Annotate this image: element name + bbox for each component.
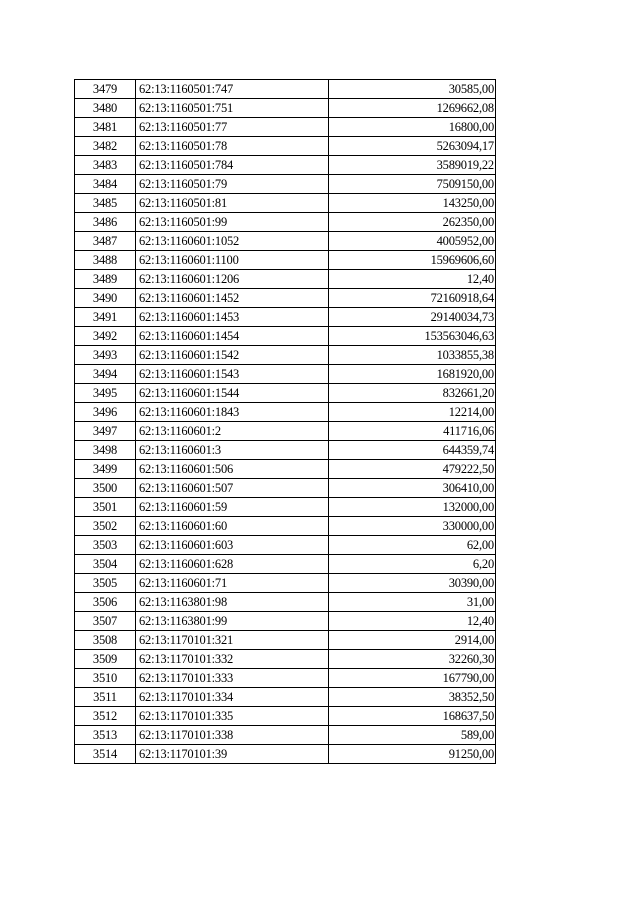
cadastral-number-cell: 62:13:1160601:1452 — [136, 289, 329, 308]
row-number-cell: 3493 — [75, 346, 136, 365]
table-row — [75, 175, 496, 194]
table-row — [75, 346, 496, 365]
table-row — [75, 156, 496, 175]
cadastral-number-cell: 62:13:1160601:60 — [136, 517, 329, 536]
table-row — [75, 232, 496, 251]
cadastral-number-cell: 62:13:1170101:334 — [136, 688, 329, 707]
table-row — [75, 726, 496, 745]
row-number-cell: 3489 — [75, 270, 136, 289]
row-number-cell: 3505 — [75, 574, 136, 593]
row-number-cell: 3483 — [75, 156, 136, 175]
table-row — [75, 270, 496, 289]
cadastral-number-cell: 62:13:1170101:333 — [136, 669, 329, 688]
table-row — [75, 460, 496, 479]
cadastral-value-cell: 31,00 — [329, 593, 496, 612]
row-number-cell: 3491 — [75, 308, 136, 327]
table-row — [75, 327, 496, 346]
cadastral-value-cell: 832661,20 — [329, 384, 496, 403]
row-number-cell: 3503 — [75, 536, 136, 555]
cadastral-value-cell: 1269662,08 — [329, 99, 496, 118]
table-row — [75, 536, 496, 555]
table-row — [75, 365, 496, 384]
cadastral-value-cell: 411716,06 — [329, 422, 496, 441]
row-number-cell: 3511 — [75, 688, 136, 707]
cadastral-value-cell: 2914,00 — [329, 631, 496, 650]
cadastral-value-cell: 168637,50 — [329, 707, 496, 726]
table-row — [75, 194, 496, 213]
table-row — [75, 631, 496, 650]
table-body — [75, 80, 496, 764]
table-row — [75, 308, 496, 327]
cadastral-value-cell: 1033855,38 — [329, 346, 496, 365]
cadastral-value-cell: 91250,00 — [329, 745, 496, 764]
cadastral-number-cell: 62:13:1170101:332 — [136, 650, 329, 669]
row-number-cell: 3481 — [75, 118, 136, 137]
cadastral-number-cell: 62:13:1160601:2 — [136, 422, 329, 441]
cadastral-number-cell: 62:13:1160501:77 — [136, 118, 329, 137]
cadastral-value-cell: 132000,00 — [329, 498, 496, 517]
cadastral-value-cell: 38352,50 — [329, 688, 496, 707]
table-row — [75, 422, 496, 441]
cadastral-number-cell: 62:13:1160501:99 — [136, 213, 329, 232]
row-number-cell: 3495 — [75, 384, 136, 403]
cadastral-value-cell: 32260,30 — [329, 650, 496, 669]
cadastral-value-cell: 589,00 — [329, 726, 496, 745]
cadastral-value-cell: 330000,00 — [329, 517, 496, 536]
table-row — [75, 118, 496, 137]
cadastral-value-cell: 72160918,64 — [329, 289, 496, 308]
cadastral-value-table — [74, 79, 496, 764]
cadastral-value-cell: 167790,00 — [329, 669, 496, 688]
cadastral-number-cell: 62:13:1163801:98 — [136, 593, 329, 612]
cadastral-value-cell: 143250,00 — [329, 194, 496, 213]
cadastral-number-cell: 62:13:1160601:603 — [136, 536, 329, 555]
cadastral-value-cell: 262350,00 — [329, 213, 496, 232]
row-number-cell: 3514 — [75, 745, 136, 764]
cadastral-number-cell: 62:13:1160501:79 — [136, 175, 329, 194]
cadastral-value-cell: 12,40 — [329, 612, 496, 631]
row-number-cell: 3486 — [75, 213, 136, 232]
row-number-cell: 3504 — [75, 555, 136, 574]
cadastral-number-cell: 62:13:1160501:751 — [136, 99, 329, 118]
cadastral-value-cell: 12214,00 — [329, 403, 496, 422]
cadastral-number-cell: 62:13:1160601:1100 — [136, 251, 329, 270]
row-number-cell: 3480 — [75, 99, 136, 118]
row-number-cell: 3509 — [75, 650, 136, 669]
table-row — [75, 251, 496, 270]
table-row — [75, 574, 496, 593]
cadastral-value-cell: 153563046,63 — [329, 327, 496, 346]
row-number-cell: 3490 — [75, 289, 136, 308]
cadastral-number-cell: 62:13:1160501:78 — [136, 137, 329, 156]
cadastral-value-cell: 4005952,00 — [329, 232, 496, 251]
cadastral-number-cell: 62:13:1160601:1453 — [136, 308, 329, 327]
row-number-cell: 3508 — [75, 631, 136, 650]
cadastral-value-cell: 29140034,73 — [329, 308, 496, 327]
row-number-cell: 3502 — [75, 517, 136, 536]
row-number-cell: 3513 — [75, 726, 136, 745]
cadastral-value-cell: 306410,00 — [329, 479, 496, 498]
cadastral-number-cell: 62:13:1160601:506 — [136, 460, 329, 479]
cadastral-value-cell: 5263094,17 — [329, 137, 496, 156]
cadastral-number-cell: 62:13:1160601:1206 — [136, 270, 329, 289]
row-number-cell: 3507 — [75, 612, 136, 631]
row-number-cell: 3479 — [75, 80, 136, 99]
cadastral-number-cell: 62:13:1160601:1843 — [136, 403, 329, 422]
cadastral-value-cell: 16800,00 — [329, 118, 496, 137]
cadastral-number-cell: 62:13:1170101:321 — [136, 631, 329, 650]
row-number-cell: 3512 — [75, 707, 136, 726]
table-row — [75, 479, 496, 498]
table-row — [75, 688, 496, 707]
row-number-cell: 3482 — [75, 137, 136, 156]
row-number-cell: 3500 — [75, 479, 136, 498]
cadastral-number-cell: 62:13:1160601:507 — [136, 479, 329, 498]
table-row — [75, 80, 496, 99]
row-number-cell: 3510 — [75, 669, 136, 688]
cadastral-value-cell: 12,40 — [329, 270, 496, 289]
row-number-cell: 3488 — [75, 251, 136, 270]
cadastral-number-cell: 62:13:1163801:99 — [136, 612, 329, 631]
table-row — [75, 669, 496, 688]
table-row — [75, 384, 496, 403]
table-row — [75, 441, 496, 460]
cadastral-value-cell: 644359,74 — [329, 441, 496, 460]
table-row — [75, 650, 496, 669]
row-number-cell: 3494 — [75, 365, 136, 384]
row-number-cell: 3485 — [75, 194, 136, 213]
cadastral-number-cell: 62:13:1160601:1543 — [136, 365, 329, 384]
table-row — [75, 289, 496, 308]
row-number-cell: 3492 — [75, 327, 136, 346]
cadastral-value-cell: 62,00 — [329, 536, 496, 555]
cadastral-value-cell: 479222,50 — [329, 460, 496, 479]
row-number-cell: 3506 — [75, 593, 136, 612]
table-row — [75, 99, 496, 118]
row-number-cell: 3484 — [75, 175, 136, 194]
table-row — [75, 745, 496, 764]
cadastral-number-cell: 62:13:1160501:747 — [136, 80, 329, 99]
cadastral-number-cell: 62:13:1160601:1052 — [136, 232, 329, 251]
cadastral-number-cell: 62:13:1170101:39 — [136, 745, 329, 764]
table-row — [75, 498, 496, 517]
cadastral-value-cell: 15969606,60 — [329, 251, 496, 270]
table-row — [75, 612, 496, 631]
cadastral-value-cell: 6,20 — [329, 555, 496, 574]
cadastral-value-cell: 1681920,00 — [329, 365, 496, 384]
row-number-cell: 3498 — [75, 441, 136, 460]
cadastral-number-cell: 62:13:1170101:338 — [136, 726, 329, 745]
cadastral-value-cell: 7509150,00 — [329, 175, 496, 194]
table-row — [75, 137, 496, 156]
table-row — [75, 213, 496, 232]
table-row — [75, 555, 496, 574]
cadastral-number-cell: 62:13:1160601:59 — [136, 498, 329, 517]
cadastral-value-cell: 30390,00 — [329, 574, 496, 593]
row-number-cell: 3497 — [75, 422, 136, 441]
cadastral-number-cell: 62:13:1160601:1542 — [136, 346, 329, 365]
cadastral-value-cell: 30585,00 — [329, 80, 496, 99]
table-row — [75, 403, 496, 422]
row-number-cell: 3499 — [75, 460, 136, 479]
cadastral-number-cell: 62:13:1160501:81 — [136, 194, 329, 213]
cadastral-number-cell: 62:13:1160601:71 — [136, 574, 329, 593]
row-number-cell: 3496 — [75, 403, 136, 422]
cadastral-number-cell: 62:13:1160601:1544 — [136, 384, 329, 403]
cadastral-number-cell: 62:13:1160601:628 — [136, 555, 329, 574]
table-row — [75, 593, 496, 612]
cadastral-value-cell: 3589019,22 — [329, 156, 496, 175]
cadastral-number-cell: 62:13:1160601:1454 — [136, 327, 329, 346]
row-number-cell: 3487 — [75, 232, 136, 251]
cadastral-number-cell: 62:13:1160601:3 — [136, 441, 329, 460]
cadastral-number-cell: 62:13:1170101:335 — [136, 707, 329, 726]
row-number-cell: 3501 — [75, 498, 136, 517]
table-row — [75, 707, 496, 726]
table-row — [75, 517, 496, 536]
cadastral-number-cell: 62:13:1160501:784 — [136, 156, 329, 175]
